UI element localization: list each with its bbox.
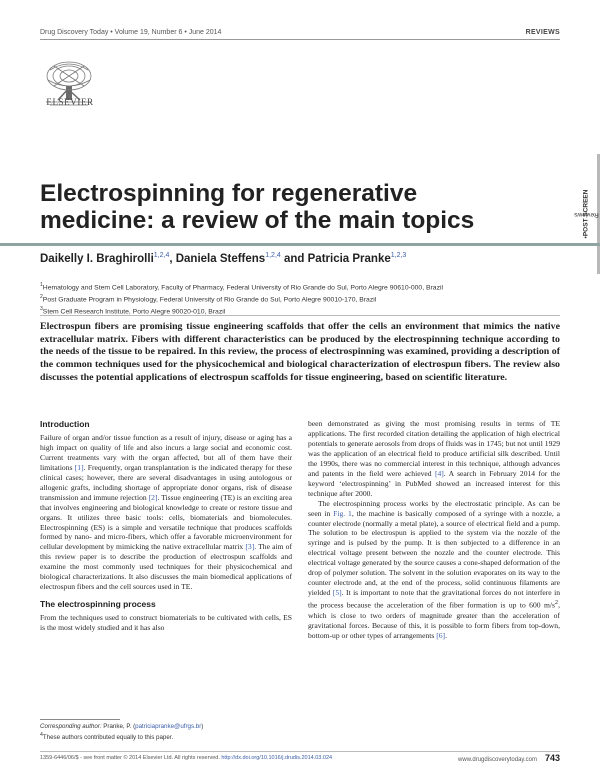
citation-link[interactable]: [2] (148, 492, 158, 502)
publisher-name: ELSEVIER (46, 97, 94, 107)
footnotes (40, 722, 292, 742)
footnote-rule (40, 719, 120, 720)
author-name: Daniela Steffens (175, 252, 266, 265)
section-heading-electrospinning-process: The electrospinning process (40, 599, 156, 610)
doi-link[interactable]: http://dx.doi.org/10.1016/j.drudis.2014.03.024 (221, 755, 333, 761)
title-band (0, 243, 600, 246)
paragraph: been demonstrated as giving the most promising results in terms of TE applications. The first recorded citation detailing the application of high electrical potentials to generate aerosols from drops of fluids was in 1745; but not until 1929 was the application of an electrical field to produce artificial silk described. Until the 1990s, there was no commercial interest in this technique, although advances and patents in the field were achieved [4]. A search in February 2014 for the keyword ‘electrospinning’ in PubMed showed an increased interest for this technique after 2000. (308, 419, 560, 498)
page-number: 743 (544, 753, 560, 763)
footer-site (458, 753, 560, 763)
section-label: REVIEWS (525, 29, 560, 36)
author-affiliation-refs[interactable]: 1,2,3 (390, 252, 407, 259)
equal-contribution-note: $^4$These authors contributed equally to this paper. (40, 732, 174, 742)
citation-link[interactable]: [6] (436, 630, 446, 640)
citation-link[interactable]: [4] (434, 468, 444, 478)
paragraph: The electrospinning process works by the electrostatic principle. As can be seen in Fig. 1, the machine is basically composed of a syringe with a nozzle, a counter electrode (normally a metal plate), a source of electrical field and a pump. The solution to be electrospun is applied to the system via the nozzle of the syringe and is pulsed by the pump. It is then subjected to a difference in an electrical voltage present between the nozzle and the counter electrode. This electrical voltage generated by the source causes a cone-shaped deformation of the drop of polymer solution. The solvent in the solution evaporates on its way to the counter electrode and, at the end of the process, solid continuous filaments are yielded [5]. It is important to note that the gravitational forces do not interfere in the process because the acceleration of the fiber formation is up to 600 $m/s^2$, which is close to two orders of magnitude greater than the acceleration of gravitational forces. Because of this, it is possible to form fibers from top-down, bottom-up or other types of arrangements [6]. (308, 498, 560, 640)
journal-citation: Drug Discovery Today • Volume 19, Number 6 • June 2014 (40, 29, 222, 36)
footer-rule (40, 751, 560, 752)
side-tab-reviews: Reviews (573, 210, 599, 218)
side-tab-post-screen: •POST SCREEN (582, 189, 590, 239)
author-affiliation-refs[interactable]: 1,2,4 (265, 252, 281, 259)
paragraph: From the techniques used to construct biomaterials to be cultivated with cells, ES is the most widely studied and it has also (40, 613, 292, 633)
author-email-link[interactable]: patriciapranke@ufrgs.br (135, 723, 202, 730)
citation-link[interactable]: [3] (245, 542, 255, 552)
author-list: Daikelly I. Braghirolli$^{1,2,4}$, Daniela Steffens$^{1,2,4}$ and Patricia Pranke$^{1,2,3}$ (40, 252, 407, 265)
footer-copyright: 1359-6446/06/$ - see front matter © 2014 Elsevier Ltd. All rights reserved. http://dx.doi.org/10.1016/j.drudis.2014.03.024 (40, 755, 333, 761)
affiliation-item: $^2$Post Graduate Program in Physiology, Federal University of Rio Grande do Sul, Porto Alegre 90010-170, Brazil (40, 293, 377, 304)
citation-link[interactable]: [1] (74, 462, 84, 472)
affiliation-item: $^1$Hematology and Stem Cell Laboratory, Faculty of Pharmacy, Federal University of Rio Grande do Sul, Porto Alegre 90610-000, Brazil (40, 282, 443, 292)
author-affiliation-refs[interactable]: 1,2,4 (153, 252, 170, 259)
author-name: Daikelly I. Braghirolli (40, 252, 154, 265)
abstract: Electrospun fibers are promising tissue engineering scaffolds that offer the cells an environment that mimics the native extracellular matrix. Fibers with different characteristics can be produced by the electrospinning technique according to the needs of the tissue to be repaired. In this review, the process of electrospinning was examined, providing a description of the common techniques used for the physicochemical and biological characterization of electrospun fibers. The review also discusses the potential applications of electrospun scaffolds for tissue engineering, based on scientific literature. (40, 321, 560, 383)
paragraph: Failure of organ and/or tissue function as a result of injury, disease or aging has a high impact on quality of life and also incurs a large social and economic cost. Current treatments vary with the organ affected, but all of them have their limitations [1]. Frequently, organ transplantation is the indicated therapy for these clinical cases; however, there are several disadvantages in using autologous or allogenic grafts, including shortage of appropriate donor organs, risk of disease transmission and immune rejection [2]. Tissue engineering (TE) is an exciting area that involves engineering and biological knowledge to create or restore tissue and organs. It utilizes three basic tools: cells, biomaterials and biomolecules. Electrospinning (ES) is a simple and versatile technique that produces scaffolds formed by nano- and micro-fibers, which offer a favorable microenvironment for cellular development by mimicking the native extracellular matrix [3]. The aim of this review paper is to describe the production of electrospun scaffolds and examine the most commonly used techniques for their physicochemical and biological characterizations. It also discusses the main biomedical applications of electrospun fibers and the cell sources used in TE. (40, 432, 292, 592)
affiliation-item: $^3$Stem Cell Research Institute, Porto Alegre 90020-010, Brazil (40, 305, 226, 315)
side-tab (573, 154, 599, 274)
header-rule (40, 39, 560, 40)
section-heading-introduction: Introduction (40, 419, 90, 429)
body-column-right (308, 419, 560, 641)
figure-link[interactable]: Fig. 1 (333, 508, 352, 518)
author-name: Patricia Pranke (307, 252, 391, 265)
corresponding-author-note: Corresponding author: Pranke, P. (patriciapranke@ufrgs.br) (40, 723, 204, 730)
affiliation-rule (40, 315, 560, 316)
website-link[interactable]: www.drugdiscoverytoday.com (458, 757, 537, 763)
citation-link[interactable]: [5] (332, 588, 342, 598)
body-column-left (40, 420, 292, 633)
affiliation-list (40, 281, 443, 317)
article-title: Electrospinning for regenerative medicine: a review of the main topics (40, 180, 475, 234)
